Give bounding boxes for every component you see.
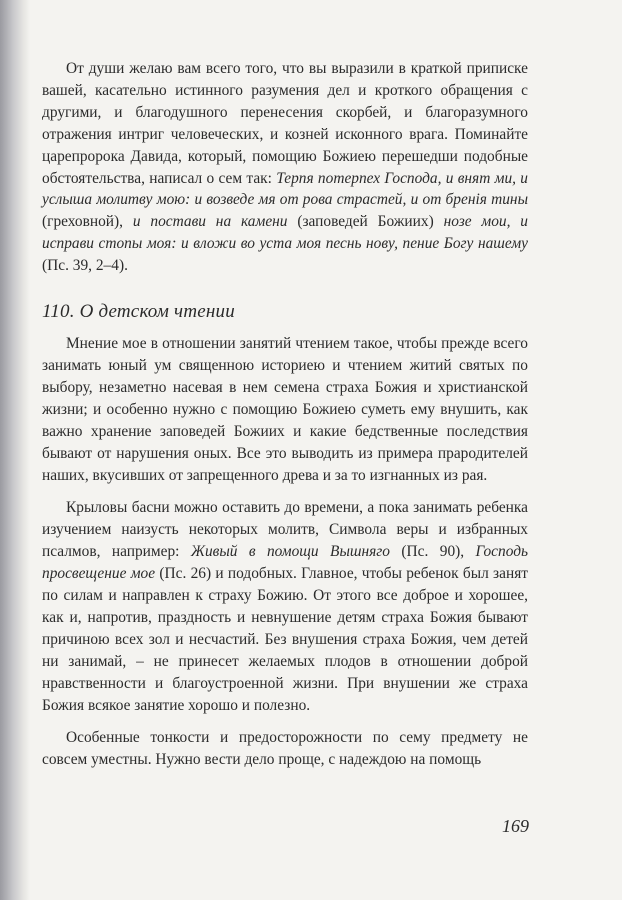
quote-italic: Господь просвещение мое xyxy=(42,543,528,583)
text-run: Мнение мое в отношении занятий чтением такое, чтобы прежде всего занимать юный ум священною историею и чтением житий святых по выбору, незаметно насевая в нем семена страха Божия и христианской жизни; и особенно нужно с помощию Божиею суметь ему внушить, как важно хранение заповедей Божиих и какие бедственные последствия бывают от нарушения оных. Все это выводить из примера прародителей наших, вкусивших от запрещенного древа и за то изгнанных из рая. xyxy=(42,335,528,484)
book-spine-shadow xyxy=(0,0,30,900)
quote-italic: Терпя потерпех Господа, и внят ми, и услыша молитву мою: и возведе мя от рова страстей, и от бренія тины xyxy=(42,169,528,209)
text-run: (заповедей Божиих) xyxy=(287,213,444,231)
quote-italic: нозе мои, и исправи стопы моя: и вложи во уста моя песнь нову, пение Богу нашему xyxy=(42,213,528,253)
quote-italic: и постави на камени xyxy=(132,213,288,231)
text-run: Крыловы басни можно оставить до времени, а пока занимать ребенка изучением наизусть некоторых молитв, Символа веры и избранных псалмов, например: xyxy=(42,499,528,561)
paragraph-3 xyxy=(42,497,528,716)
text-run: (Пс. 26) и подобных. Главное, чтобы ребенок был занят по силам и направлен к страху Божию. От этого все доброе и хорошее, как и, напротив, праздность и невнушение детям страха Божия бывают причиною всех зол и несчастий. Без внушения страха Божия, чем детей ни занимай, – не принесет желаемых плодов в отношении доброй нравственности и благоустроенной жизни. При внушении же страха Божия всякое занятие хорошо и полезно. xyxy=(42,565,528,714)
text-run: От души желаю вам всего того, что вы выразили в краткой приписке вашей, касательно истинного разумения дел и кроткого обращения с другими, и благодушного перенесения скорбей, и благоразумного отражения интриг человеческих, и козней исконного врага. Поминайте царепророка Давида, который, помощию Божиею перешедши подобные обстоятельства, написал о сем так: xyxy=(42,60,528,187)
quote-italic: Живый в помощи Вышняго xyxy=(190,543,390,561)
text-run: Особенные тонкости и предосторожности по сему предмету не совсем уместны. Нужно вести дело проще, с надеждою на помощь xyxy=(42,729,528,769)
text-run: (Пс. 39, 2–4). xyxy=(42,257,128,275)
text-run: (греховной), xyxy=(42,213,133,231)
text-run: (Пс. 90), xyxy=(389,543,476,561)
page-number: 169 xyxy=(502,816,529,836)
paragraph-1 xyxy=(42,58,528,277)
page-body xyxy=(42,58,528,771)
paragraph-2 xyxy=(42,333,528,486)
paragraph-4 xyxy=(42,727,528,771)
section-heading: 110. О детском чтении xyxy=(42,301,235,323)
